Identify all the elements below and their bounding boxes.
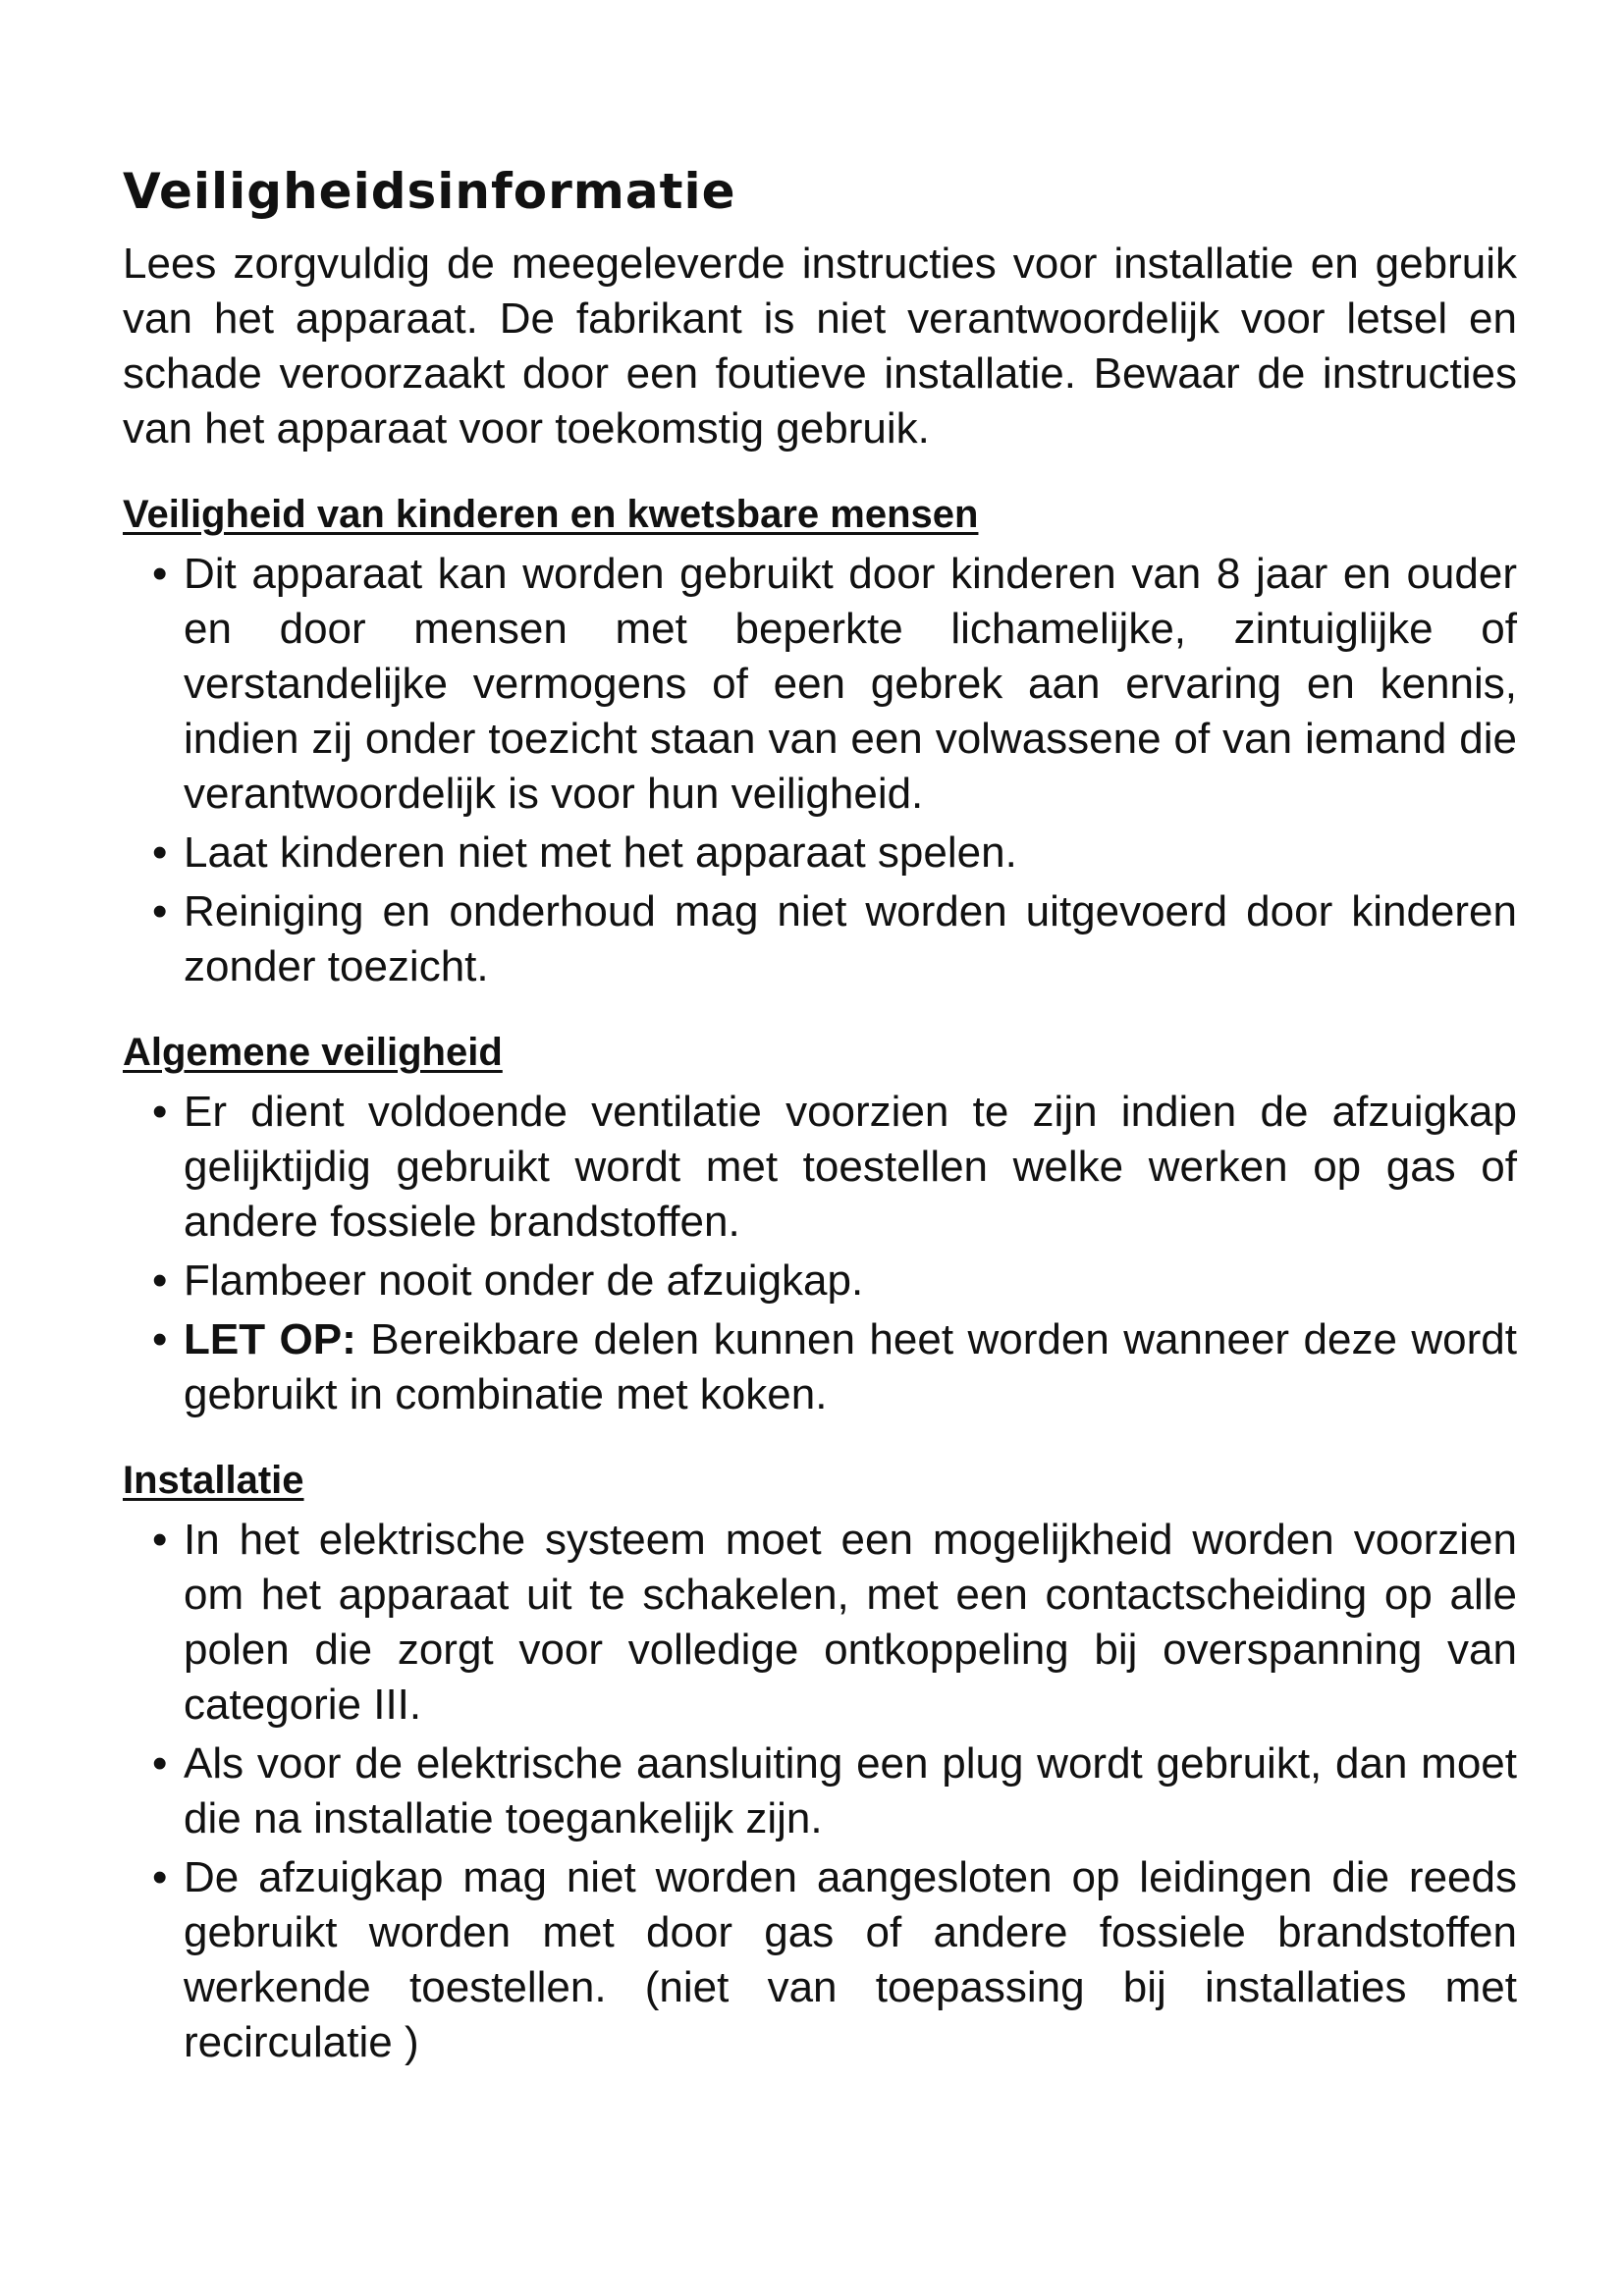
page-title: Veiligheidsinformatie — [123, 163, 736, 220]
list-item-text: Dit apparaat kan worden gebruikt door kinderen van 8 jaar en ouder en door mensen met beperkte lichamelijke, zintuiglijke of verstandelijke vermogens of een gebrek aan ervaring en kennis, indien zij onder toezicht staan van een volwassene of van iemand die verantwoordelijk is voor hun veiligheid. — [184, 550, 1517, 818]
list-item-text: Als voor de elektrische aansluiting een plug wordt gebruikt, dan moet die na installatie toegankelijk zijn. — [184, 1739, 1517, 1842]
list-item-text: Bereikbare delen kunnen heet worden wanneer deze wordt gebruikt in combinatie met koken. — [184, 1315, 1517, 1418]
list-item-text: De afzuigkap mag niet worden aangesloten op leidingen die reeds gebruikt worden met door gas of andere fossiele brandstoffen werkende toestellen. (niet van toepassing bij installaties met recirculatie ) — [184, 1853, 1517, 2066]
bullet-list — [123, 1085, 1517, 1422]
list-item — [123, 1085, 1517, 1250]
bullet-icon: • — [152, 1516, 168, 1564]
list-item-text: Flambeer nooit onder de afzuigkap. — [184, 1256, 864, 1305]
bullet-icon: • — [152, 1853, 168, 1901]
section-children-safety — [123, 488, 1517, 994]
bullet-icon: • — [152, 1256, 168, 1305]
list-item-strong: LET OP: — [184, 1315, 356, 1363]
list-item — [123, 1513, 1517, 1733]
document-page — [123, 162, 1517, 2102]
list-item — [123, 826, 1517, 881]
list-item-text: Laat kinderen niet met het apparaat spelen. — [184, 828, 1017, 877]
section-heading: Veiligheid van kinderen en kwetsbare mensen — [123, 493, 979, 536]
bullet-list — [123, 1513, 1517, 2070]
section-heading: Installatie — [123, 1459, 304, 1502]
list-item — [123, 547, 1517, 822]
list-item — [123, 1850, 1517, 2070]
list-item — [123, 884, 1517, 994]
bullet-icon: • — [152, 828, 168, 877]
section-general-safety — [123, 1026, 1517, 1422]
section-heading: Algemene veiligheid — [123, 1031, 503, 1074]
list-item-text: Reiniging en onderhoud mag niet worden uitgevoerd door kinderen zonder toezicht. — [184, 887, 1517, 990]
bullet-icon: • — [152, 1088, 168, 1136]
list-item-text: In het elektrische systeem moet een mogelijkheid worden voorzien om het apparaat uit te schakelen, met een contactscheiding op alle polen die zorgt voor volledige ontkoppeling bij overspanning van categorie III. — [184, 1516, 1517, 1729]
list-item-text: Er dient voldoende ventilatie voorzien te zijn indien de afzuigkap gelijktijdig gebruikt wordt met toestellen welke werken op gas of andere fossiele brandstoffen. — [184, 1088, 1517, 1246]
list-item — [123, 1736, 1517, 1846]
bullet-icon: • — [152, 1739, 168, 1788]
bullet-icon: • — [152, 550, 168, 598]
list-item — [123, 1254, 1517, 1308]
intro-paragraph: Lees zorgvuldig de meegeleverde instructies voor installatie en gebruik van het apparaat. De fabrikant is niet verantwoordelijk voor letsel en schade veroorzaakt door een foutieve installatie. Bewaar de instructies van het apparaat voor toekomstig gebruik. — [123, 240, 1517, 453]
bullet-icon: • — [152, 1315, 168, 1363]
section-installation — [123, 1454, 1517, 2070]
bullet-icon: • — [152, 887, 168, 935]
bullet-list — [123, 547, 1517, 994]
list-item — [123, 1312, 1517, 1422]
